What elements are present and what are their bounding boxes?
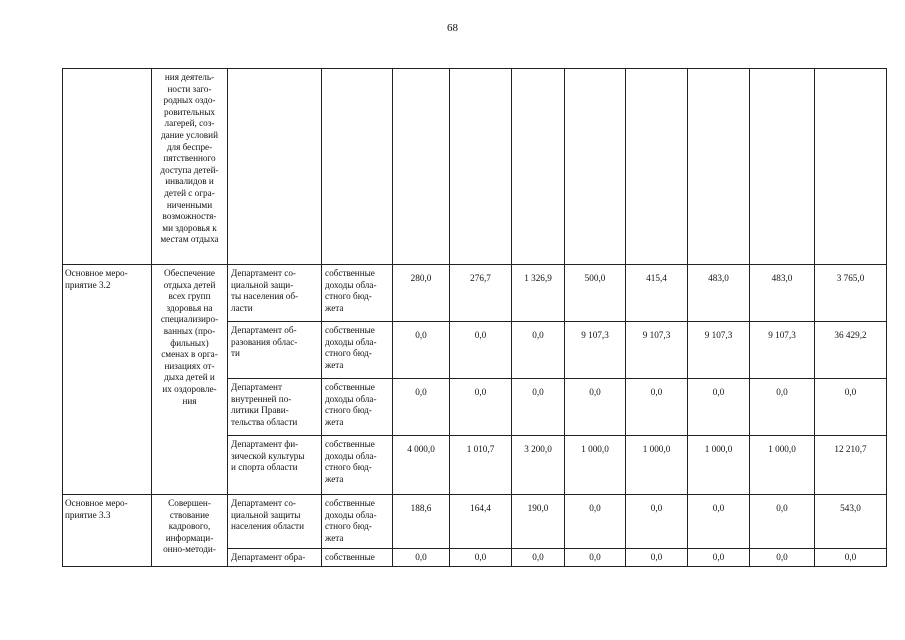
value-cell <box>815 69 887 265</box>
executor-cell: Департамент со- циальной защи- ты населения об- ласти <box>228 265 322 322</box>
value-cell: 0,0 <box>565 379 626 436</box>
value-cell: 0,0 <box>512 379 565 436</box>
measure-cell: Основное меро- приятие 3.2 <box>63 265 152 495</box>
total-cell: 36 429,2 <box>815 322 887 379</box>
table-row <box>63 265 887 322</box>
value-cell: 188,6 <box>393 495 450 549</box>
value-cell: 0,0 <box>626 495 688 549</box>
value-cell: 0,0 <box>393 549 450 567</box>
executor-cell: Департамент со- циальной защиты населения области <box>228 495 322 549</box>
value-cell: 9 107,3 <box>626 322 688 379</box>
source-cell: собственные доходы обла- стного бюд- жета <box>322 322 393 379</box>
value-cell: 9 107,3 <box>750 322 815 379</box>
value-cell <box>688 69 750 265</box>
total-cell: 3 765,0 <box>815 265 887 322</box>
value-cell <box>626 69 688 265</box>
source-cell: собственные доходы обла- стного бюд- жета <box>322 436 393 495</box>
executor-cell: Департамент внутренней по- литики Прави- тельства области <box>228 379 322 436</box>
table-row <box>63 495 887 549</box>
value-cell <box>450 69 512 265</box>
page-number: 68 <box>447 22 458 34</box>
executor-cell <box>228 69 322 265</box>
value-cell: 483,0 <box>688 265 750 322</box>
executor-cell: Департамент об- разования облас- ти <box>228 322 322 379</box>
value-cell: 0,0 <box>750 549 815 567</box>
value-cell: 0,0 <box>450 379 512 436</box>
value-cell <box>393 69 450 265</box>
budget-table <box>62 68 887 567</box>
value-cell: 9 107,3 <box>688 322 750 379</box>
executor-cell: Департамент обра- <box>228 549 322 567</box>
value-cell: 0,0 <box>393 379 450 436</box>
value-cell: 0,0 <box>565 549 626 567</box>
value-cell: 0,0 <box>393 322 450 379</box>
value-cell: 500,0 <box>565 265 626 322</box>
value-cell: 415,4 <box>626 265 688 322</box>
description-cell: ния деятель- ности заго- родных оздо- ровительных лагерей, соз- дание условий для беспре- пятственного доступа детей- инвалидов и детей с огра- ниченными возможностя- ми здоровья к местам отдыха <box>152 69 228 265</box>
total-cell: 0,0 <box>815 549 887 567</box>
value-cell: 0,0 <box>688 495 750 549</box>
value-cell: 483,0 <box>750 265 815 322</box>
value-cell <box>750 69 815 265</box>
executor-cell: Департамент фи- зической культуры и спорта области <box>228 436 322 495</box>
measure-cell <box>63 69 152 265</box>
source-cell: собственные доходы обла- стного бюд- жета <box>322 379 393 436</box>
value-cell: 280,0 <box>393 265 450 322</box>
value-cell: 1 000,0 <box>626 436 688 495</box>
table-row <box>63 69 887 265</box>
value-cell: 0,0 <box>450 322 512 379</box>
value-cell: 0,0 <box>750 379 815 436</box>
value-cell: 4 000,0 <box>393 436 450 495</box>
value-cell <box>512 69 565 265</box>
description-cell: Обеспечение отдыха детей всех групп здоровья на специализиро- ванных (про- фильных) сменах в орга- низациях от- дыха детей и их оздоровле- ния <box>152 265 228 495</box>
value-cell: 0,0 <box>565 495 626 549</box>
total-cell: 12 210,7 <box>815 436 887 495</box>
source-cell <box>322 69 393 265</box>
value-cell: 1 000,0 <box>688 436 750 495</box>
source-cell: собственные доходы обла- стного бюд- жета <box>322 265 393 322</box>
source-cell: собственные доходы обла- стного бюд- жета <box>322 495 393 549</box>
value-cell: 0,0 <box>626 549 688 567</box>
value-cell: 0,0 <box>450 549 512 567</box>
measure-cell: Основное меро- приятие 3.3 <box>63 495 152 567</box>
value-cell: 0,0 <box>626 379 688 436</box>
value-cell: 0,0 <box>688 379 750 436</box>
value-cell: 1 000,0 <box>565 436 626 495</box>
value-cell: 0,0 <box>750 495 815 549</box>
value-cell: 164,4 <box>450 495 512 549</box>
value-cell: 276,7 <box>450 265 512 322</box>
value-cell: 1 000,0 <box>750 436 815 495</box>
value-cell: 1 326,9 <box>512 265 565 322</box>
value-cell: 190,0 <box>512 495 565 549</box>
total-cell: 0,0 <box>815 379 887 436</box>
value-cell: 9 107,3 <box>565 322 626 379</box>
value-cell: 0,0 <box>512 322 565 379</box>
value-cell: 0,0 <box>688 549 750 567</box>
value-cell <box>565 69 626 265</box>
description-cell: Совершен- ствование кадрового, информаци- онно-методи- <box>152 495 228 567</box>
value-cell: 3 200,0 <box>512 436 565 495</box>
value-cell: 1 010,7 <box>450 436 512 495</box>
source-cell: собственные <box>322 549 393 567</box>
value-cell: 0,0 <box>512 549 565 567</box>
total-cell: 543,0 <box>815 495 887 549</box>
